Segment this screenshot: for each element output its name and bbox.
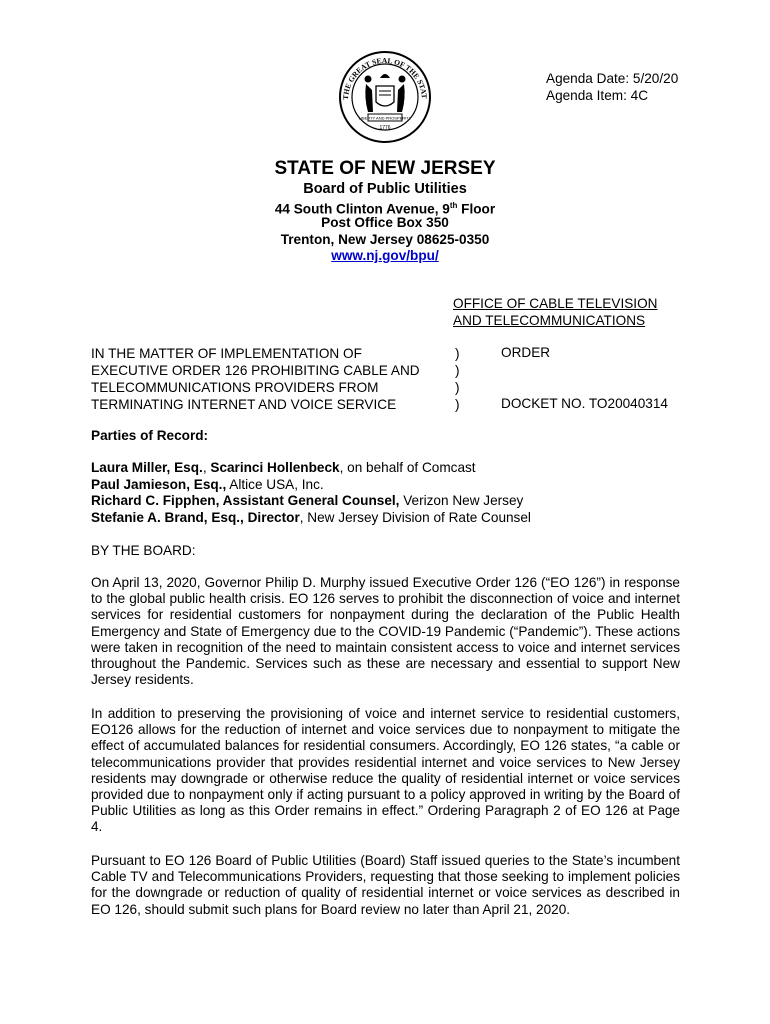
body-paragraph-3: Pursuant to EO 126 Board of Public Utilities (Board) Staff issued queries to the State’s incumbent Cable TV and Telecommunications Providers, requesting that those seeking to implement policies for the downgrade or reduction of quality of residential internet or voice services as described in EO 126, should submit such plans for Board review no later than April 21, 2020.: [91, 853, 680, 917]
agenda-date: Agenda Date: 5/20/20: [546, 71, 679, 86]
seal-year: 1776: [379, 125, 391, 131]
caption-parens: ) ) ) ): [455, 346, 460, 412]
body-paragraph-2: In addition to preserving the provisioning of voice and internet service to residential customers, EO126 allows for the reduction of internet and voice services due to nonpayment to mitigate the effect of accumulated balances for residential consumers. Accordingly, EO 126 states, “a cable or telecommunications provider that provides residential internet and voice services to New Jersey residents may downgrade or otherwise reduce the quality of residential internet or voice services provided due to nonpayment only if acting pursuant to a policy approved in writing by the Board of Public Utilities as long as this Order remains in effect.” Ordering Paragraph 2 of EO 126 at Page 4.: [91, 706, 680, 835]
caption-line: EXECUTIVE ORDER 126 PROHIBITING CABLE AND: [91, 363, 420, 378]
seal-top-text: THE GREAT SEAL OF THE STAT: [340, 55, 430, 101]
caption-line: IN THE MATTER OF IMPLEMENTATION OF: [91, 346, 362, 361]
state-title: STATE OF NEW JERSEY: [274, 158, 496, 179]
agenda-item: Agenda Item: 4C: [546, 88, 649, 103]
website-link[interactable]: www.nj.gov/bpu/: [331, 248, 439, 263]
case-caption: [91, 345, 437, 413]
parties-list: [91, 460, 531, 526]
seal-banner-text: LIBERTY AND PROSPERITY: [358, 115, 412, 121]
party-entry: Paul Jamieson, Esq., Altice USA, Inc.: [91, 476, 324, 492]
agency-city: Trenton, New Jersey 08625-0350: [280, 232, 490, 247]
body-paragraph-1: On April 13, 2020, Governor Philip D. Murphy issued Executive Order 126 (“EO 126”) in response to the global public health crisis. EO 126 serves to prohibit the disconnection of voice and internet services for residential customers for nonpayment during the declaration of the Public Health Emergency and State of Emergency due to the COVID-19 Pandemic (“Pandemic”). These actions were taken in recognition of the need to maintain consistent access to voice and internet services throughout the Pandemic. Services such as these are necessary and essential to support New Jersey residents.: [91, 575, 680, 688]
caption-line: TERMINATING INTERNET AND VOICE SERVICE: [91, 397, 397, 412]
office-line-2: AND TELECOMMUNICATIONS: [453, 313, 646, 328]
party-entry: Richard C. Fipphen, Assistant General Counsel, Verizon New Jersey: [91, 493, 524, 508]
agency-po-box: Post Office Box 350: [321, 215, 449, 230]
office-line-1: OFFICE OF CABLE TELEVISION: [453, 296, 658, 311]
party-entry: Stefanie A. Brand, Esq., Director, New Jersey Division of Rate Counsel: [91, 509, 531, 525]
state-seal: [338, 50, 432, 144]
caption-line: TELECOMMUNICATIONS PROVIDERS FROM: [91, 380, 379, 395]
agency-website: [0, 248, 770, 264]
parties-heading: Parties of Record:: [91, 428, 209, 443]
agenda-block: [546, 70, 678, 104]
docket-number: DOCKET NO. TO20040314: [501, 396, 668, 411]
agency-name: Board of Public Utilities: [303, 181, 467, 197]
party-entry: Laura Miller, Esq., Scarinci Hollenbeck, on behalf of Comcast: [91, 460, 476, 475]
office-name: [453, 295, 657, 329]
by-the-board: BY THE BOARD:: [91, 543, 196, 558]
order-label: ORDER: [501, 345, 551, 360]
agency-address: 44 South Clinton Avenue, 9th Floor: [274, 201, 496, 217]
seal-icon: [338, 50, 432, 144]
